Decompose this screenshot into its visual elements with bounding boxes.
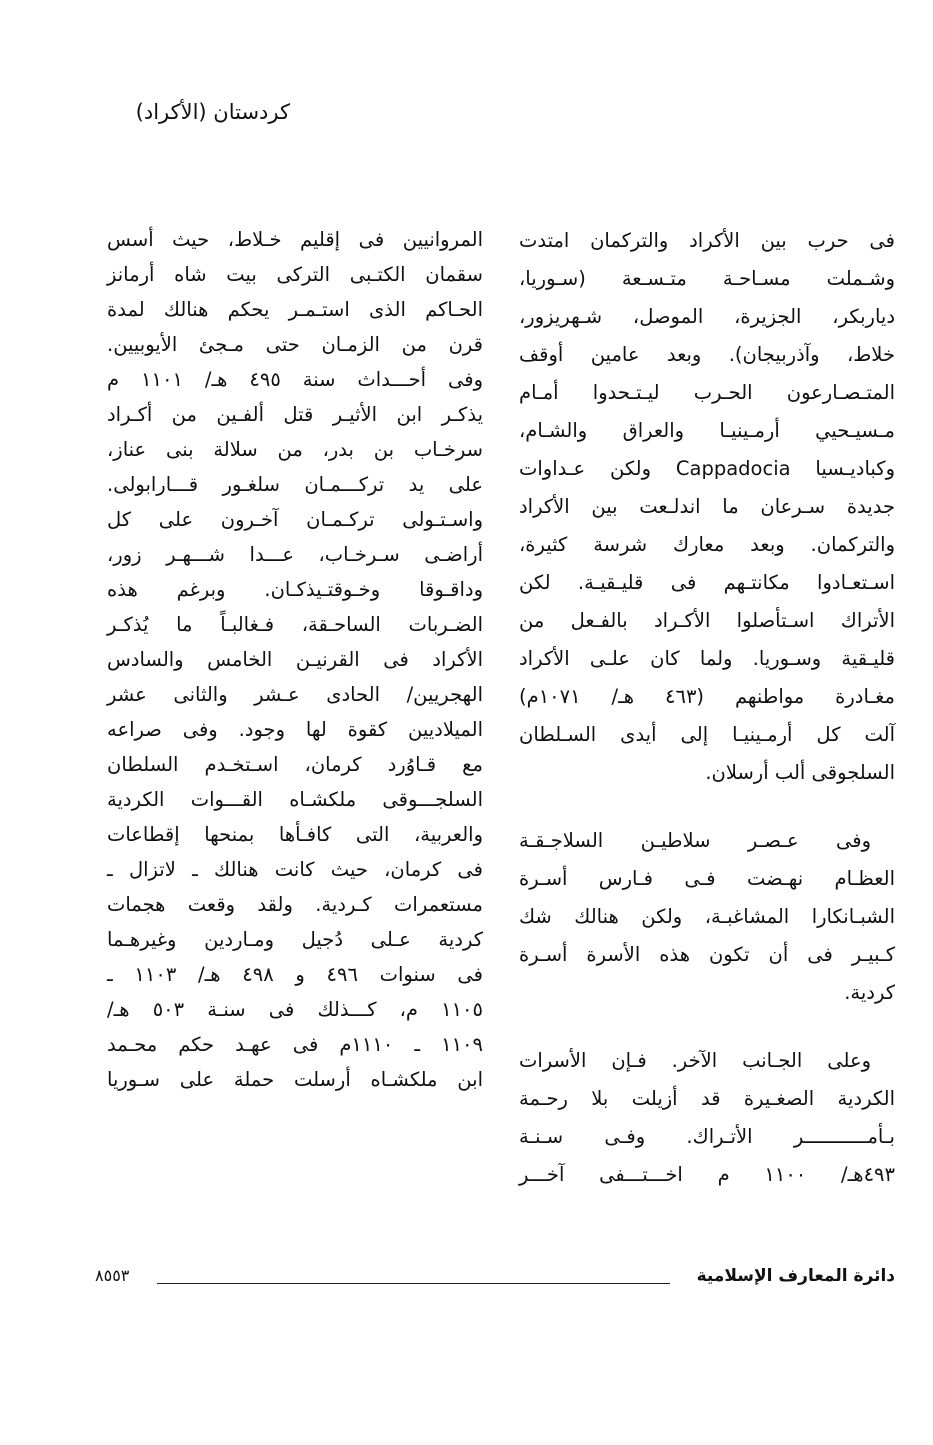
paragraph (519, 822, 895, 1012)
paragraph (519, 1042, 895, 1194)
text-line: الضـربات الساحـقة، فـغالبـاً ما يُذكـر (107, 613, 483, 636)
text-line: المروانيين فى إقليم خـلاط، حيث أسس (107, 228, 483, 251)
text-line: والتركمان. وبعد معارك شرسة كثيرة، (519, 533, 895, 556)
text-line: خلاط، وآذربيجان). وبعد عامين أوقف (519, 343, 895, 366)
text-line: وشـملت مسـاحـة متـسـعة (سـوريا، (519, 267, 895, 290)
left-column (107, 222, 483, 1097)
text-line: سرخـاب بن بدر، من سلالة بنى عناز، (107, 438, 483, 461)
text-line: آلت كل أرمـينيـا إلى أيدى السـلطان (519, 723, 895, 746)
right-column (519, 222, 895, 1224)
text-line: دياربكر، الجزيرة، الموصل، شـهريزور، (519, 305, 895, 328)
text-line: الحـاكم الذى استـمـر يحكم هنالك لمدة (107, 298, 483, 321)
text-line: يذكـر ابن الأثيـر قتل ألفـين من أكـراد (107, 403, 483, 426)
text-line: المتـصـارعون الحـرب ليـتـحدوا أمـام (519, 381, 895, 404)
text-line: فى سنوات ٤٩٦ و ٤٩٨ هـ/ ١١٠٣ ـ (107, 963, 483, 986)
text-line: العظـام نهـضت فـى فـارس أسـرة (519, 867, 895, 890)
text-line: الميلاديين كقوة لها وجود. وفى صراعه (107, 718, 483, 741)
text-line: بـأمـــــــــــر الأتـراك. وفـى سـنـة (519, 1125, 895, 1148)
text-line: كردية عـلى دُجيل ومـاردين وغيرهـما (107, 928, 483, 951)
text-line: قليـقية وسـوريا. ولما كان علـى الأكراد (519, 647, 895, 670)
text-line: كـبيـر فى أن تكون هذه الأسرة أسـرة (519, 943, 895, 966)
page-number: ٨٥٥٣ (95, 1266, 130, 1285)
text-line: ابن ملكشـاه أرسلت حملة على سـوريا (107, 1068, 483, 1091)
text-line: ٤٩٣هـ/ ١١٠٠ م اخـــتـــفى آخـــر (519, 1163, 895, 1186)
text-line: على يد تركـــمـان سلغـور قـــارابولى. (107, 473, 483, 496)
text-line: السلجوقى ألب أرسلان. (705, 761, 895, 784)
text-line: وداقـوقا وخـوقتـيذكـان. وبرغم هذه (107, 578, 483, 601)
text-line: فى حرب بين الأكراد والتركمان امتدت (519, 229, 895, 252)
text-line: الشبـانكارا المشاغبـة، ولكن هنالك شك (519, 905, 895, 928)
page-footer (95, 1266, 895, 1296)
text-line: اسـتعـادوا مكانتـهم فى قليـقيـة. لكن (519, 571, 895, 594)
running-header: كردستان (الأكراد) (135, 100, 290, 124)
text-line: أراضـى سـرخـاب، عـــدا شـــهـر زور، (107, 543, 483, 566)
text-line: قرن من الزمـان حتى مـجئ الأيوبيين. (107, 333, 483, 356)
text-line: كردية. (844, 981, 895, 1004)
text-line: الهجريين/ الحادى عـشر والثانى عشر (107, 683, 483, 706)
text-line: وعلى الجـانب الآخر. فـإن الأسرات (519, 1049, 871, 1072)
text-line: والعربية، التى كافـأها بمنحها إقطاعات (107, 823, 483, 846)
text-line: ١١٠٩ ـ ١١١٠م فى عهـد حكم محـمد (107, 1033, 483, 1056)
text-line: فى كرمان، حيث كانت هنالك ـ لاتزال ـ (107, 858, 483, 881)
text-line: مستعمرات كـردية. ولقد وقعت هجمات (107, 893, 483, 916)
footer-title: دائرة المعارف الإسلامية (696, 1266, 895, 1286)
text-line: جديدة سـرعان ما اندلـعت بين الأكراد (519, 495, 895, 518)
text-line: واسـتـولى تركـمـان آخـرون على كل (107, 508, 483, 531)
paragraph (519, 222, 895, 792)
text-line: الأكراد فى القرنيـن الخامس والسادس (107, 648, 483, 671)
text-line: وكباديـسيا Cappadocia ولكن عـداوات (519, 457, 895, 480)
footer-rule (157, 1283, 317, 1284)
text-line: وفى عـصـر سلاطيـن السلاجـقـة (519, 829, 871, 852)
text-line: ١١٠٥ م، كـــذلك فى سنـة ٥٠٣ هـ/ (107, 998, 484, 1021)
text-line: مـسيـحيي أرمـينيـا والعراق والشـام، (519, 419, 895, 442)
text-line: مع قـاوُرد كرمان، اسـتخـدم السلطان (107, 753, 483, 776)
text-line: الأتراك اسـتأصلوا الأكـراد بالفـعل من (519, 609, 895, 632)
text-line: الكردية الصغـيرة قد أزيلت بلا رحـمة (519, 1087, 895, 1110)
text-line: وفى أحـــداث سنة ٤٩٥ هـ/ ١١٠١ م (107, 368, 483, 391)
text-line: سقمان الكتـبى التركى بيت شاه أرمانز (107, 263, 483, 286)
text-line: مغـادرة مواطنهم (٤٦٣ هـ/ ١٠٧١م) (519, 685, 895, 708)
text-line: السلجـــوقى ملكشـاه القـــوات الكردية (107, 788, 483, 811)
